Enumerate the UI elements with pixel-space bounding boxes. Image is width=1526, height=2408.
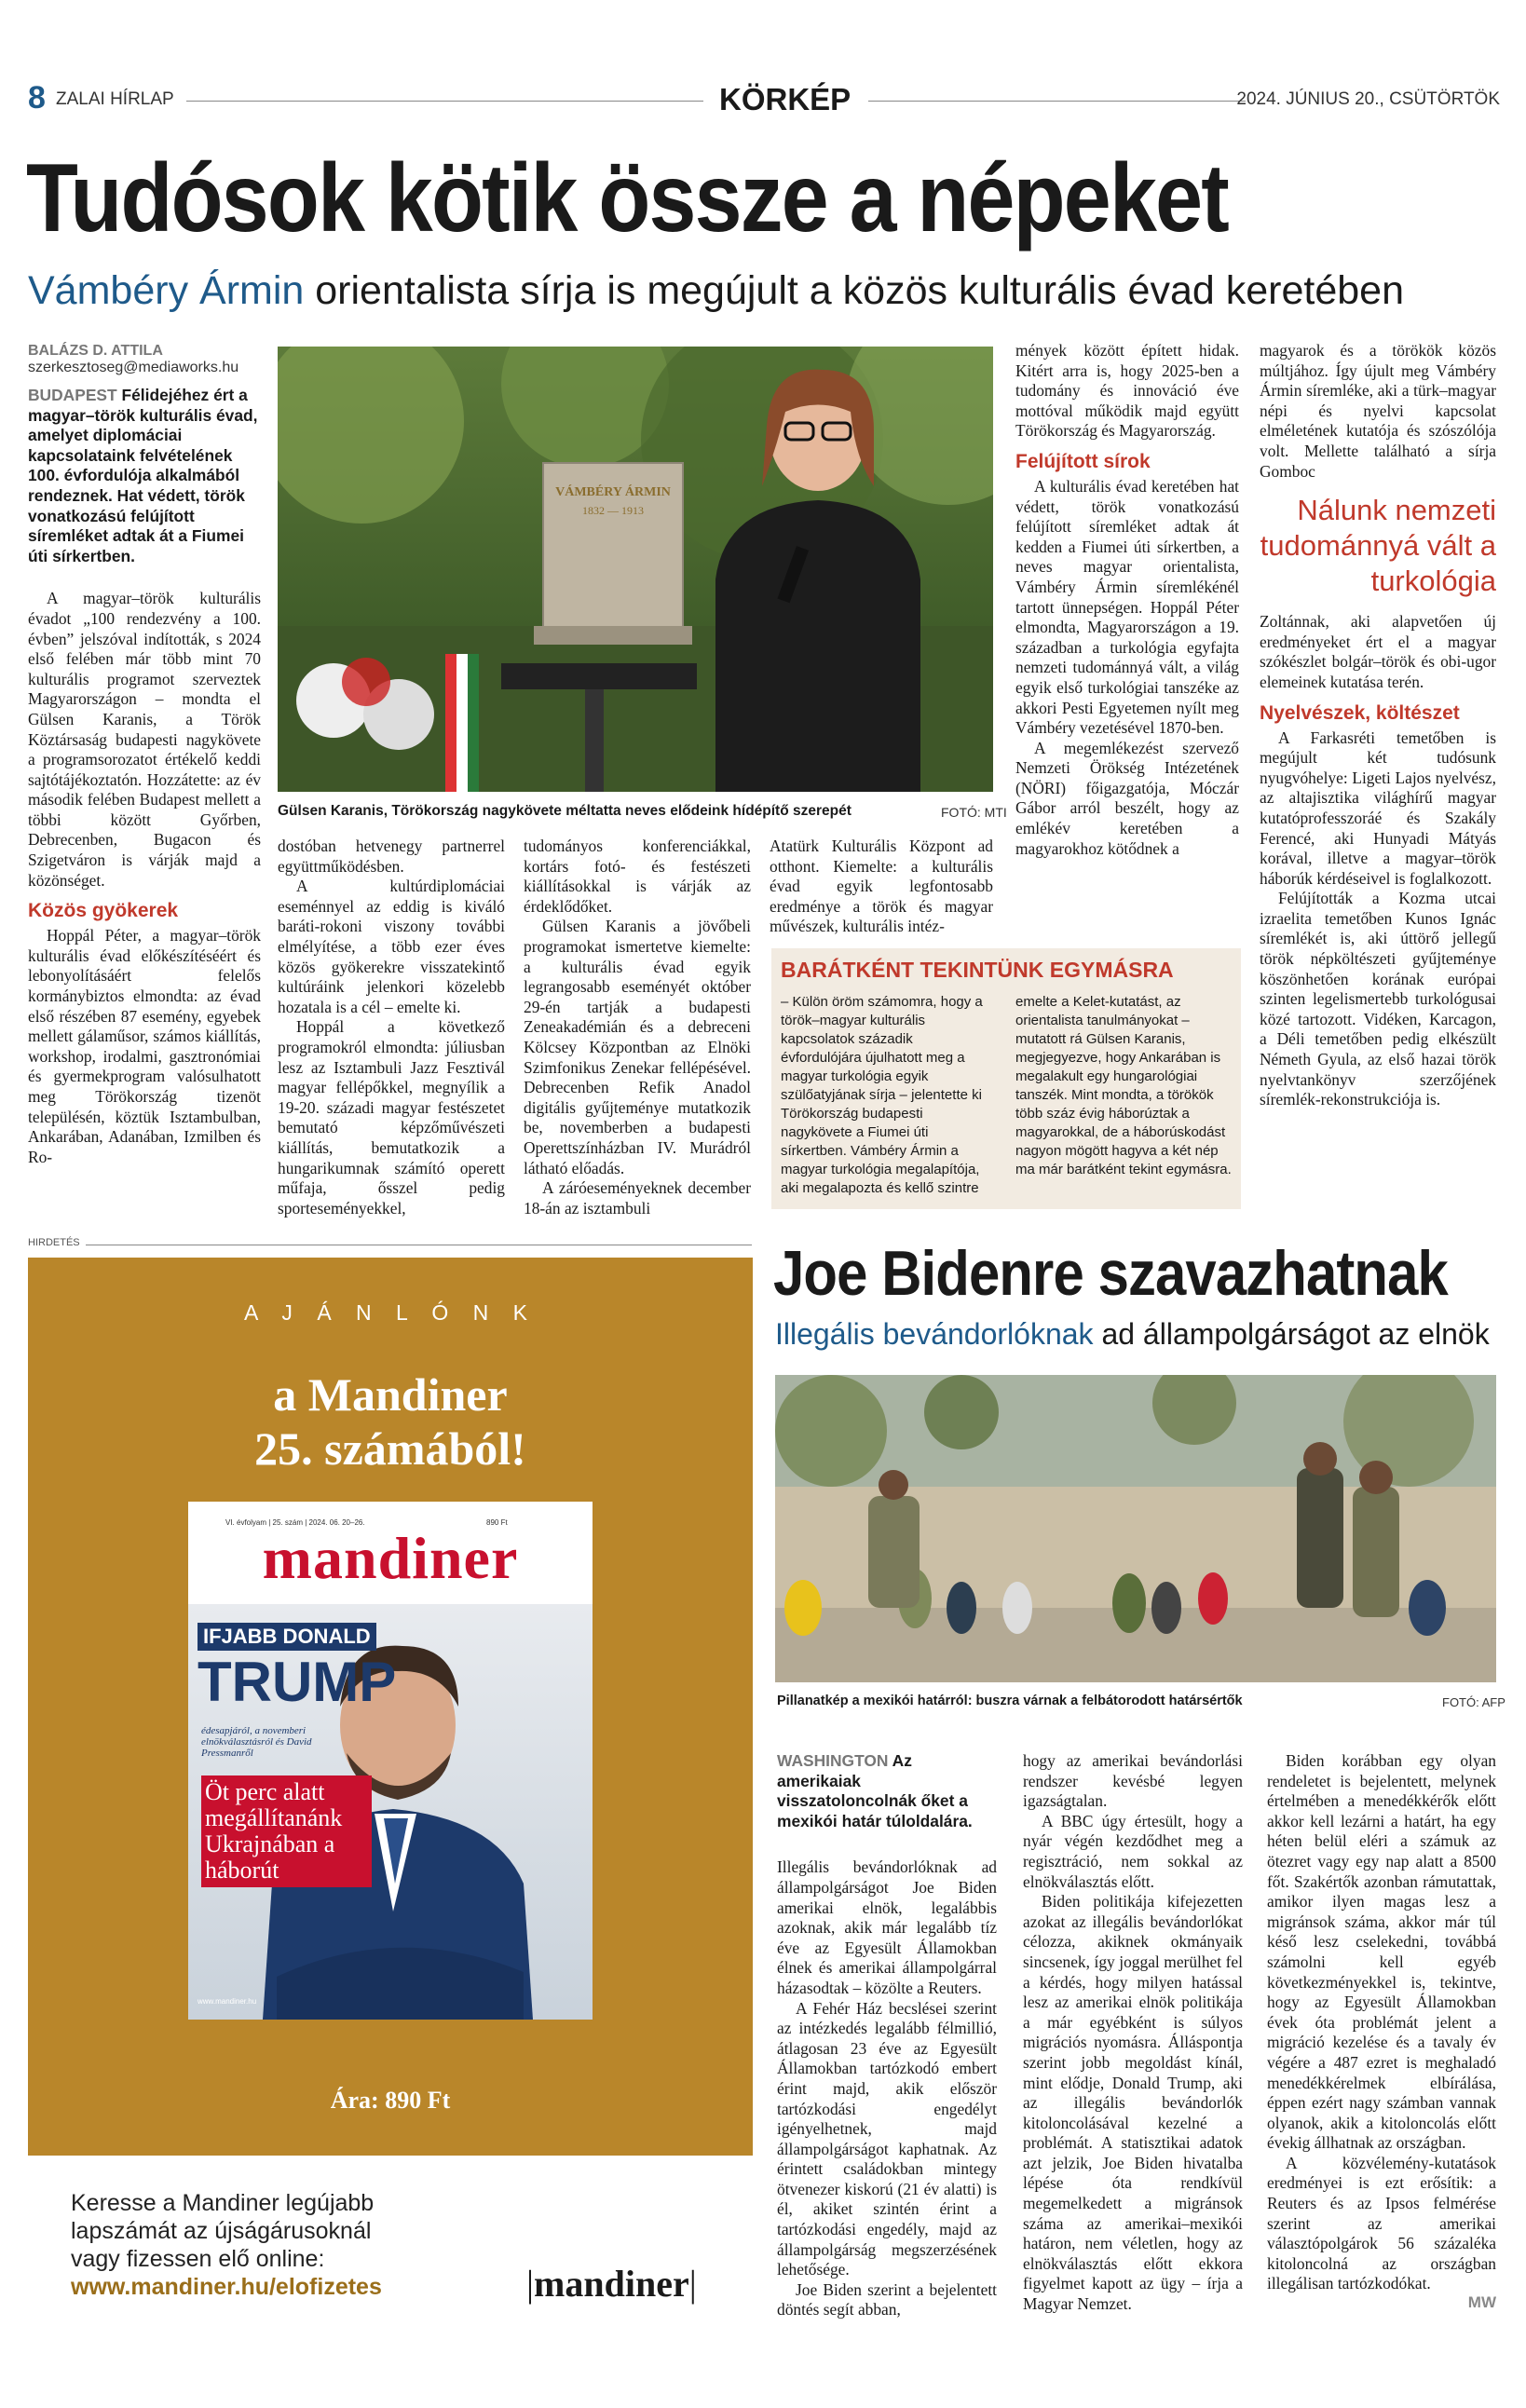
ad-headline-1: a Mandiner: [273, 1368, 508, 1421]
magazine-meta-right: 890 Ft: [486, 1518, 508, 1527]
ad-promo-line: lapszámát az újságárusoknál: [71, 2218, 372, 2244]
paper-name: ZALAI HÍRLAP: [56, 89, 174, 109]
article1-subhead-accent: Vámbéry Ármin: [28, 268, 305, 313]
grave-years: 1832 — 1913: [582, 504, 644, 517]
cover-subtitle: édesapjáról, a novemberi elnökválasztásról és David Pressmanről: [201, 1725, 312, 1759]
ambassador-photo: [278, 347, 993, 792]
article1-subhead: [28, 268, 1404, 314]
border-photo: [775, 1375, 1496, 1682]
paragraph: tudományos konferenciákkal, kortárs fotó- és festészeti kiállításokkal is várják az érdeklődőket.: [524, 837, 751, 916]
article1-col1: [28, 343, 261, 1167]
article1-col4: [1015, 341, 1239, 859]
paragraph: A záróeseményeknek december 18-án az isztambuli: [524, 1178, 751, 1218]
ad-tagline: A J Á N L Ó N K: [243, 1300, 538, 1325]
article2-subhead: [775, 1317, 1490, 1352]
article1-headline: Tudósok kötik össze a népeket: [26, 144, 1228, 252]
ambassador-photo-image: [278, 347, 993, 792]
border-photo-credit: FOTÓ: AFP: [1442, 1695, 1506, 1709]
magazine-meta-left: VI. évfolyam | 25. szám | 2024. 06. 20–26.: [225, 1518, 365, 1527]
ambassador-photo-caption: Gülsen Karanis, Törökország nagykövete méltatta neves elődeink hídépítő szerepét: [278, 803, 852, 819]
paragraph: Atatürk Kulturális Központ ad otthont. Kiemelte: a kulturális évad egyik legfontosabb eredménye a török és magyar művészek, kulturális intéz-: [770, 837, 993, 936]
header-rule-right: [868, 101, 1246, 102]
paragraph: Hoppál a következő programokról elmondta: júliusban lesz az Isztambuli Jazz Fesztivál magyar fellépőkkel, megnyílik a 19-20. századi magyar festészetet bemutató képzőművészeti kiállítás, bemutatkozik a hungarikumnak számító operett műfaja, ősszel pedig sporteseményekkel,: [278, 1017, 505, 1218]
paragraph: Biden politikája kifejezetten azokat az illegális bevándorlókat célozza, akiknek okmányaik sincsenek, így joggal merülhet fel a kérdés, hogy milyen hatással lesz az amerikai elnök politikája a már egyébként is súlyos migrációs nyomásra. Álláspontja szerint jobb megoldást kínál, mint elődje, Donald Trump, aki az illegális bevándorlók kitoloncolásával kezelné a problémát. A statisztikai adatok azt jelzik, Joe Biden hivatalba lépése óta rendkívül megemelkedett a migránsok száma az amerikai–mexikói határon, nem véletlen, hogy az elnökválasztás előtt ekkora figyelmet kapott az ügy – írja a Magyar Nemzet.: [1023, 1892, 1243, 2314]
grave-name: VÁMBÉRY ÁRMIN: [555, 485, 671, 499]
article2-col2: [1023, 1751, 1243, 2315]
article1-lead: BUDAPEST Félidejéhez ért a magyar–török kulturális évad, amelyet diplomáciai kapcsolataink felvételének 100. évfordulója alkalmából rendeznek. Hat védett, török vonatkozású felújított síremléket adtak át a Fiumei úti sírkertben.: [28, 386, 258, 565]
ad-promo-url[interactable]: www.mandiner.hu/elofizetes: [71, 2274, 382, 2300]
issue-date: 2024. JÚNIUS 20., CSÜTÖRTÖK: [1236, 89, 1500, 109]
ambassador-figure: [715, 500, 920, 792]
mandiner-footer-logo: |mandiner|: [526, 2263, 697, 2305]
section-title: KÖRKÉP: [719, 82, 852, 116]
paragraph: A kultúrdiplomáciai eseménnyel az eddig is kiváló baráti-rokoni viszony további elmélyítése, a több ezer éves közös gyökerekre visszatekintő kultúráink jelenkori közelebb hozatala is a cél – emelte ki.: [278, 877, 505, 1016]
ambassador-photo-credit: FOTÓ: MTI: [941, 805, 1007, 820]
article1-subhead-rest: orientalista sírja is megújult a közös kulturális évad keretében: [304, 268, 1404, 313]
subheading-kozos-gyokerek: Közös gyökerek: [28, 900, 179, 922]
ad-headline-2: 25. számából!: [254, 1422, 526, 1475]
article1-col4-bottom: [770, 837, 993, 937]
magazine-cover[interactable]: [188, 1502, 593, 2020]
paragraph: mények között épített hidak. Kitért arra is, hogy 2025-ben a tudomány és innováció éve mottóval működik majd együtt Törökország és Magyarország.: [1015, 341, 1239, 441]
article2-signature: MW: [1467, 2293, 1496, 2312]
cover-quote: Öt perc alatt megállítanánk Ukrajnában a háborút: [201, 1775, 372, 1887]
dateline: BUDAPEST: [28, 386, 117, 404]
article2-col3: [1267, 1751, 1496, 2313]
paragraph: A BBC úgy értesült, hogy a nyár végén kezdődhet meg a regisztráció, nem sokkal az elnökválasztás előtt.: [1023, 1811, 1243, 1891]
quote-box-col1: – Külön öröm számomra, hogy a török–magyar kulturális kapcsolatok századik évfordulójára újulhatott meg a magyar turkológia egyik szülőatyjának sírja – jelentette ki Törökország budapesti nagykövete a Fiumei úti sírkertben. Vámbéry Ármin a magyar turkológia megalapítója, aki megalapozta és kellő szintre: [781, 994, 983, 1196]
paragraph: Illegális bevándorlóknak ad állampolgárságot Joe Biden amerikai elnök, legalábbis azoknak, akik már legalább tíz éve az Egyesült Államokban élnek és amerikai állampolgárral házasodtak – közölte a Reuters.: [777, 1857, 997, 1997]
paragraph: A Farkasréti temetőben is megújult két tudósunk nyugvóhelye: Ligeti Lajos nyelvész, az altajisztika világhírű magyar kutatóprofesszoráé és Szakály Ferencé, aki Hunyadi Mátyás korával, illetve a magyar–török háborúk kérdéseivel is foglalkozott.: [1260, 728, 1496, 888]
paragraph: A Fehér Ház becslései szerint az intézkedés legalább félmillió, átlagosan 23 éve az Egyesült Államokban tartózkodó embert érint majd, akik először tartózkodási engedélyt igényelhetnek, majd állampolgárságot kaphatnak. Az érintett családokban mintegy ötvenezer kiskorú (21 év alatti) is él, akiket szintén érint a tartózkodási engedély, majd az állampolgárság megszerzésének lehetősége.: [777, 1998, 997, 2279]
quote-box-col2: emelte a Kelet-kutatást, az orientalista tanulmányokat – mutatott rá Gülsen Karanis, megjegyezve, hogy Ankarában is megalakult egy hungarológiai tanszék. Mint mondta, a törökök több száz évig háborúztak a magyarokkal, de a háborúskodást nagyon mögött hagyva a két nép ma már barátként tekint egymásra.: [1015, 994, 1232, 1177]
page-header: [28, 82, 1500, 119]
paragraph: A megemlékezést szervező Nemzeti Örökség Intézetének (NÖRI) főigazgatója, Móczár Gábor arról beszélt, hogy az emlékév keretében a magyarokhoz kötődnek a: [1015, 738, 1239, 858]
article2-subhead-accent: Illegális bevándorlóknak: [775, 1317, 1094, 1351]
paragraph: A közvélemény-kutatások eredményei is ezt erősítik: a Reuters és az Ipsos felmérése szerint az amerikai választópolgárok 56 százaléka kitoloncolná az országban illegálisan tartózkodókat.: [1267, 2153, 1496, 2293]
quote-box-title: BARÁTKÉNT TEKINTÜNK EGYMÁSRA: [781, 958, 1174, 982]
ad-panel[interactable]: [28, 1258, 753, 2156]
cover-name-1: IFJABB DONALD: [198, 1623, 376, 1651]
subheading-felujitott-sirok: Felújított sírok: [1015, 450, 1151, 472]
paragraph: Felújították a Kozma utcai izraelita temetőben Kunos Ignác síremlékét is, aki úttörő jellegű török népköltészeti gyűjteménye köszönhetően korának európai szinten legelismertebb turkológusai közé tartozott. Vidéken, Karcagon, a Déli temetőben pedig elkészült Németh Gyula, az első hazai török nyelvtankönyv szerzőjének síremlék-rekonstrukciója is.: [1260, 889, 1496, 1109]
ad-promo: [71, 2189, 382, 2301]
header-rule-left: [186, 101, 703, 102]
quote-box: [771, 948, 1241, 1209]
magazine-logo: mandiner: [262, 1525, 519, 1591]
paragraph: Joe Biden szerint a bejelentett döntés segít abban,: [777, 2279, 997, 2320]
paragraph: dostóban hetvenegy partnerrel együttműködésben.: [278, 837, 505, 876]
cover-url: www.mandiner.hu: [198, 1997, 257, 2006]
ad-promo-line: Keresse a Mandiner legújabb: [71, 2190, 375, 2216]
border-photo-caption: Pillanatkép a mexikói határról: buszra várnak a felbátorodott határsértők: [777, 1694, 1243, 1708]
page-number: 8: [28, 80, 46, 116]
article1-col2: [278, 837, 505, 1218]
article2-headline: Joe Bidenre szavazhatnak: [773, 1238, 1448, 1309]
lectern: [501, 663, 697, 689]
ad-promo-line: vagy fizessen elő online:: [71, 2246, 325, 2272]
border-photo-image: [775, 1375, 1496, 1682]
author-name: BALÁZS D. ATTILA: [28, 343, 163, 359]
article1-col3: [524, 837, 751, 1218]
paragraph: A magyar–török kulturális évadot „100 rendezvény a 100. évben” jelszóval indították, s 2024 első felében már több mint 70 kulturális programot szerveztek Magyarországon – mondta el Gülsen Karanis, a Török Köztársaság budapesti nagykövete a programsorozatot értékelő keddi sajtótájékoztatón. Hozzátette: az év második felében Budapest mellett a többi között Győrben, Debrecenben, Bugacon és Szigetváron is várják majd a közönséget.: [28, 589, 261, 890]
paragraph: Biden korábban egy olyan rendeletet is bejelentett, melynek értelmében a menedékkérők előtt akkor kell lezárni a határt, ha egy héten belül eléri a számuk az ötezret vagy egy nap alatt a 8500 főt. Szakértők azonban rámutattak, amikor ilyen magas lesz a migránsok száma, akkor már túl késő lesz cselekedni, továbbá számolni kell egyéb következményekkel is, tekintve, hogy az Egyesült Államokban évek óta problémát jelent a migráció kezelése és a tavaly év végére a 487 ezret is meghaladó menedékkérelmek elbírálása, éppen ezért nagy számban vannak olyanok, akik a kitoloncolás előtt évekig állhatnak az országban.: [1267, 1751, 1496, 2153]
article2-col1: [777, 1751, 997, 2320]
cover-name-2: TRUMP: [198, 1651, 397, 1713]
article1-col5: [1260, 341, 1496, 1110]
author-email: szerkesztoseg@mediaworks.hu: [28, 360, 239, 375]
ad-price: Ára: 890 Ft: [330, 2087, 451, 2114]
article2-lead: WASHINGTON Az amerikaiak visszatoloncolnák őket a mexikói határ túloldalára.: [777, 1751, 973, 1830]
paragraph: magyarok és a törökök közös múltjához. Így újult meg Vámbéry Ármin síremléke, aki a türk–magyar népi és nyelvi kapcsolat elméletének kutatója és szószólója volt. Mellette található a sírja Gomboc: [1260, 341, 1496, 481]
subheading-nyelveszek: Nyelvészek, költészet: [1260, 701, 1460, 724]
paragraph: A kulturális évad keretében hat védett, török vonatkozású felújított síremléket adtak át kedden a Fiumei úti sírkertben, a neves magyar orientalista, Vámbéry Ármin síremlékénél tartott ünnepségen. Hoppál Péter elmondta, Magyarországon a 19. században a turkológia egyfajta nemzeti tudománnyá vált, a világ egyik első turkológiai tanszéke az akkori Pesti Egyetemen nyílt meg Vámbéry vezetésével 1870-ben.: [1015, 476, 1239, 738]
pull-quote: Nálunk nemzeti tudománnyá vált a turkológia: [1260, 494, 1496, 598]
paragraph: Hoppál Péter, a magyar–török kulturális évad előkészítéséért és lebonyolításáért felelős kormánybiztos elmondta: az évad első részében 87 esemény, egyebek mellett gálaműsor, számos kiállítás, workshop, irodalmi, gasztronómiai és gyermekprogram valósulhatott meg Törökország tizenöt településén, köztük Isztambulban, Ankarában, Adanában, Izmilben és Ro-: [28, 926, 261, 1166]
paragraph: hogy az amerikai bevándorlási rendszer kevésbé legyen igazságtalan.: [1023, 1751, 1243, 1811]
paragraph: Zoltánnak, aki alapvetően új eredményeket ért el a magyar szókészlet bolgár–török és obi-ugor elemeinek kutatása terén.: [1260, 612, 1496, 691]
article2-subhead-rest: ad állampolgárságot az elnök: [1093, 1317, 1490, 1351]
article2-dateline: WASHINGTON: [777, 1751, 889, 1770]
paragraph: Gülsen Karanis a jövőbeli programokat ismertetve kiemelte: a kulturális évad egyik legrangosabb eseményét október 29-én tartják a budapesti Zeneakadémián és a debreceni Kölcsey Központban az Elnöki Szimfonikus Zenekar fellépésével. Debrecenben Refik Anadol digitális gyűjteménye mutatkozik be, novemberben a budapesti Operettszínházban IV. Murádról látható előadás.: [524, 917, 751, 1177]
ad-label: HIRDETÉS: [28, 1237, 80, 1248]
